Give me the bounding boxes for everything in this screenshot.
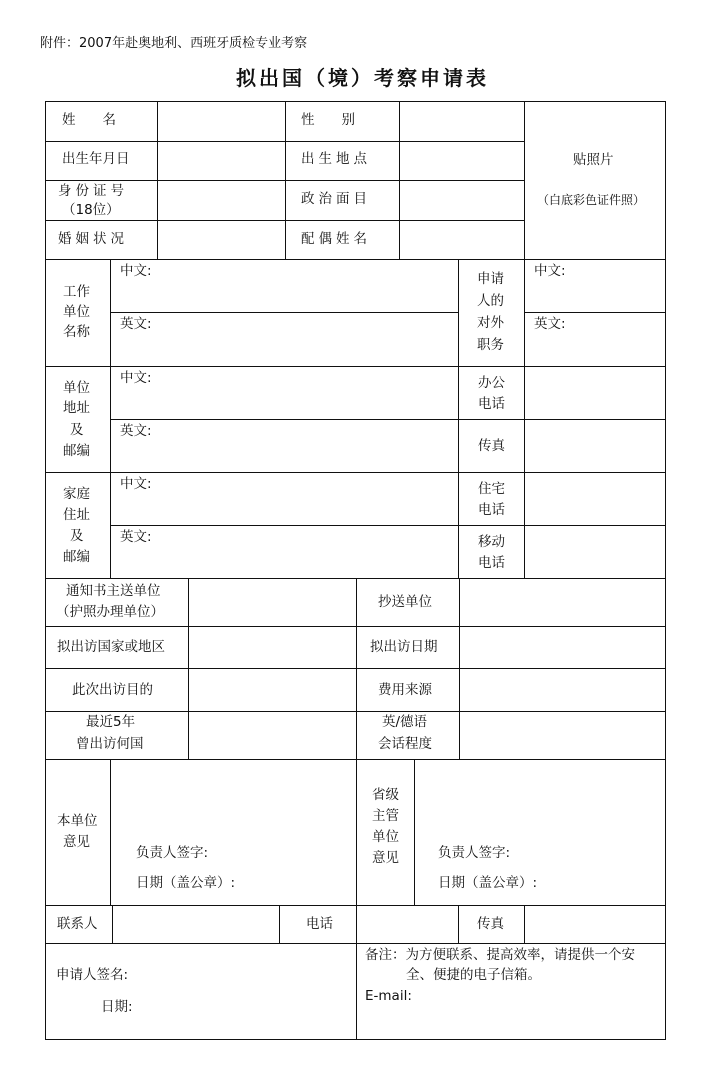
purpose-label: 此次出访目的 [72,682,153,698]
office-phone-label-1: 办公 [478,375,505,391]
provincial-signer-label: 负责人签字: [438,845,511,861]
provincial-opinion-label-2: 主管 [372,808,399,824]
attachment-note: 附件：2007年赴奥地利、西班牙质检专业考察 [40,36,308,51]
work-unit-label-3: 名称 [63,324,90,340]
grid-line [45,472,666,473]
notice-unit-label-2: （护照办理单位） [56,604,164,620]
home-address-label-3: 及 [70,528,84,544]
unit-opinion-label-1: 本单位 [57,813,98,829]
provincial-opinion-label-3: 单位 [372,829,399,845]
grid-line [356,759,357,905]
mobile-label-2: 电话 [478,555,505,571]
id-digits-label: （18位） [62,202,120,218]
grid-line [524,101,525,259]
grid-line [110,419,666,420]
grid-line [112,905,113,943]
grid-line [157,101,158,259]
birth-place-label: 出生地点 [301,151,371,167]
grid-line [110,759,111,905]
foreign-title-label-3: 对外 [477,315,504,331]
unit-address-english-label: 英文: [120,423,152,439]
gender-label: 性 别 [301,112,355,128]
grid-line [459,578,460,759]
grid-line [285,101,286,259]
unit-address-chinese-label: 中文: [120,370,152,386]
form-title: 拟出国（境）考察申请表 [236,66,489,90]
political-status-label: 政治面目 [301,191,371,207]
applicant-date-label: 日期: [101,999,133,1015]
foreign-title-label-2: 人的 [477,293,504,309]
provincial-date-label: 日期（盖公章）: [438,875,538,891]
note-line-2: 全、便捷的电子信箱。 [406,967,541,983]
photo-note: （白底彩色证件照） [537,193,646,207]
grid-line [110,312,458,313]
grid-line [458,259,459,578]
notice-unit-label-1: 通知书主送单位 [66,583,161,599]
work-chinese-label: 中文: [120,263,152,279]
spouse-name-label: 配偶姓名 [301,231,371,247]
marital-status-label: 婚姻状况 [58,231,128,247]
home-phone-label-2: 电话 [478,502,505,518]
work-unit-label-1: 工作 [63,284,90,300]
id-number-label: 身份证号 [58,183,128,199]
home-address-label-2: 住址 [63,507,90,523]
unit-date-label: 日期（盖公章）: [136,875,236,891]
grid-line [524,905,525,943]
birth-date-label: 出生年月日 [62,151,130,167]
unit-signer-label: 负责人签字: [136,845,209,861]
language-label-1: 英/德语 [382,714,428,730]
contact-person-label: 联系人 [57,916,98,932]
home-address-label-1: 家庭 [63,486,90,502]
grid-line [110,259,111,578]
work-unit-label-2: 单位 [63,304,90,320]
provincial-opinion-label-1: 省级 [372,787,399,803]
provincial-opinion-label-4: 意见 [372,850,399,866]
mobile-label-1: 移动 [478,534,505,550]
office-phone-label-2: 电话 [478,396,505,412]
unit-opinion-label-2: 意见 [63,834,90,850]
foreign-title-label-1: 申请 [477,271,504,287]
grid-line [188,578,189,759]
language-label-2: 会话程度 [378,736,432,752]
applicant-signature-label: 申请人签名: [56,967,129,983]
recent-visits-label-2: 曾出访何国 [76,736,144,752]
grid-line [458,905,459,943]
contact-phone-label: 电话 [306,916,333,932]
grid-line [524,312,666,313]
unit-address-label-3: 及 [70,422,84,438]
title-english-label: 英文: [534,316,566,332]
home-phone-label-1: 住宅 [478,481,505,497]
foreign-title-label-4: 职务 [477,337,504,353]
grid-line [45,259,666,260]
contact-fax-label: 传真 [477,916,504,932]
countries-label: 拟出访国家或地区 [57,639,165,655]
funding-label: 费用来源 [378,682,432,698]
grid-line [399,101,400,259]
name-label: 姓 名 [62,112,116,128]
recent-visits-label-1: 最近5年 [86,714,136,730]
grid-line [356,578,357,759]
grid-line [110,525,666,526]
grid-line [45,366,666,367]
grid-line [356,905,357,943]
home-address-chinese-label: 中文: [120,476,152,492]
grid-line [524,259,525,578]
unit-address-label-1: 单位 [63,380,90,396]
fax-label: 传真 [478,438,505,454]
home-address-label-4: 邮编 [63,549,90,565]
visit-date-label: 拟出访日期 [370,639,438,655]
cc-unit-label: 抄送单位 [378,594,432,610]
email-label: E-mail: [365,988,412,1004]
unit-address-label-2: 地址 [63,400,90,416]
grid-line [414,759,415,905]
title-chinese-label: 中文: [534,263,566,279]
home-address-english-label: 英文: [120,529,152,545]
grid-line [356,943,357,1040]
grid-line [279,905,280,943]
work-english-label: 英文: [120,316,152,332]
unit-address-label-4: 邮编 [63,443,90,459]
note-line-1: 备注：为方便联系、提高效率，请提供一个安 [365,947,635,963]
photo-label: 贴照片 [573,152,614,168]
